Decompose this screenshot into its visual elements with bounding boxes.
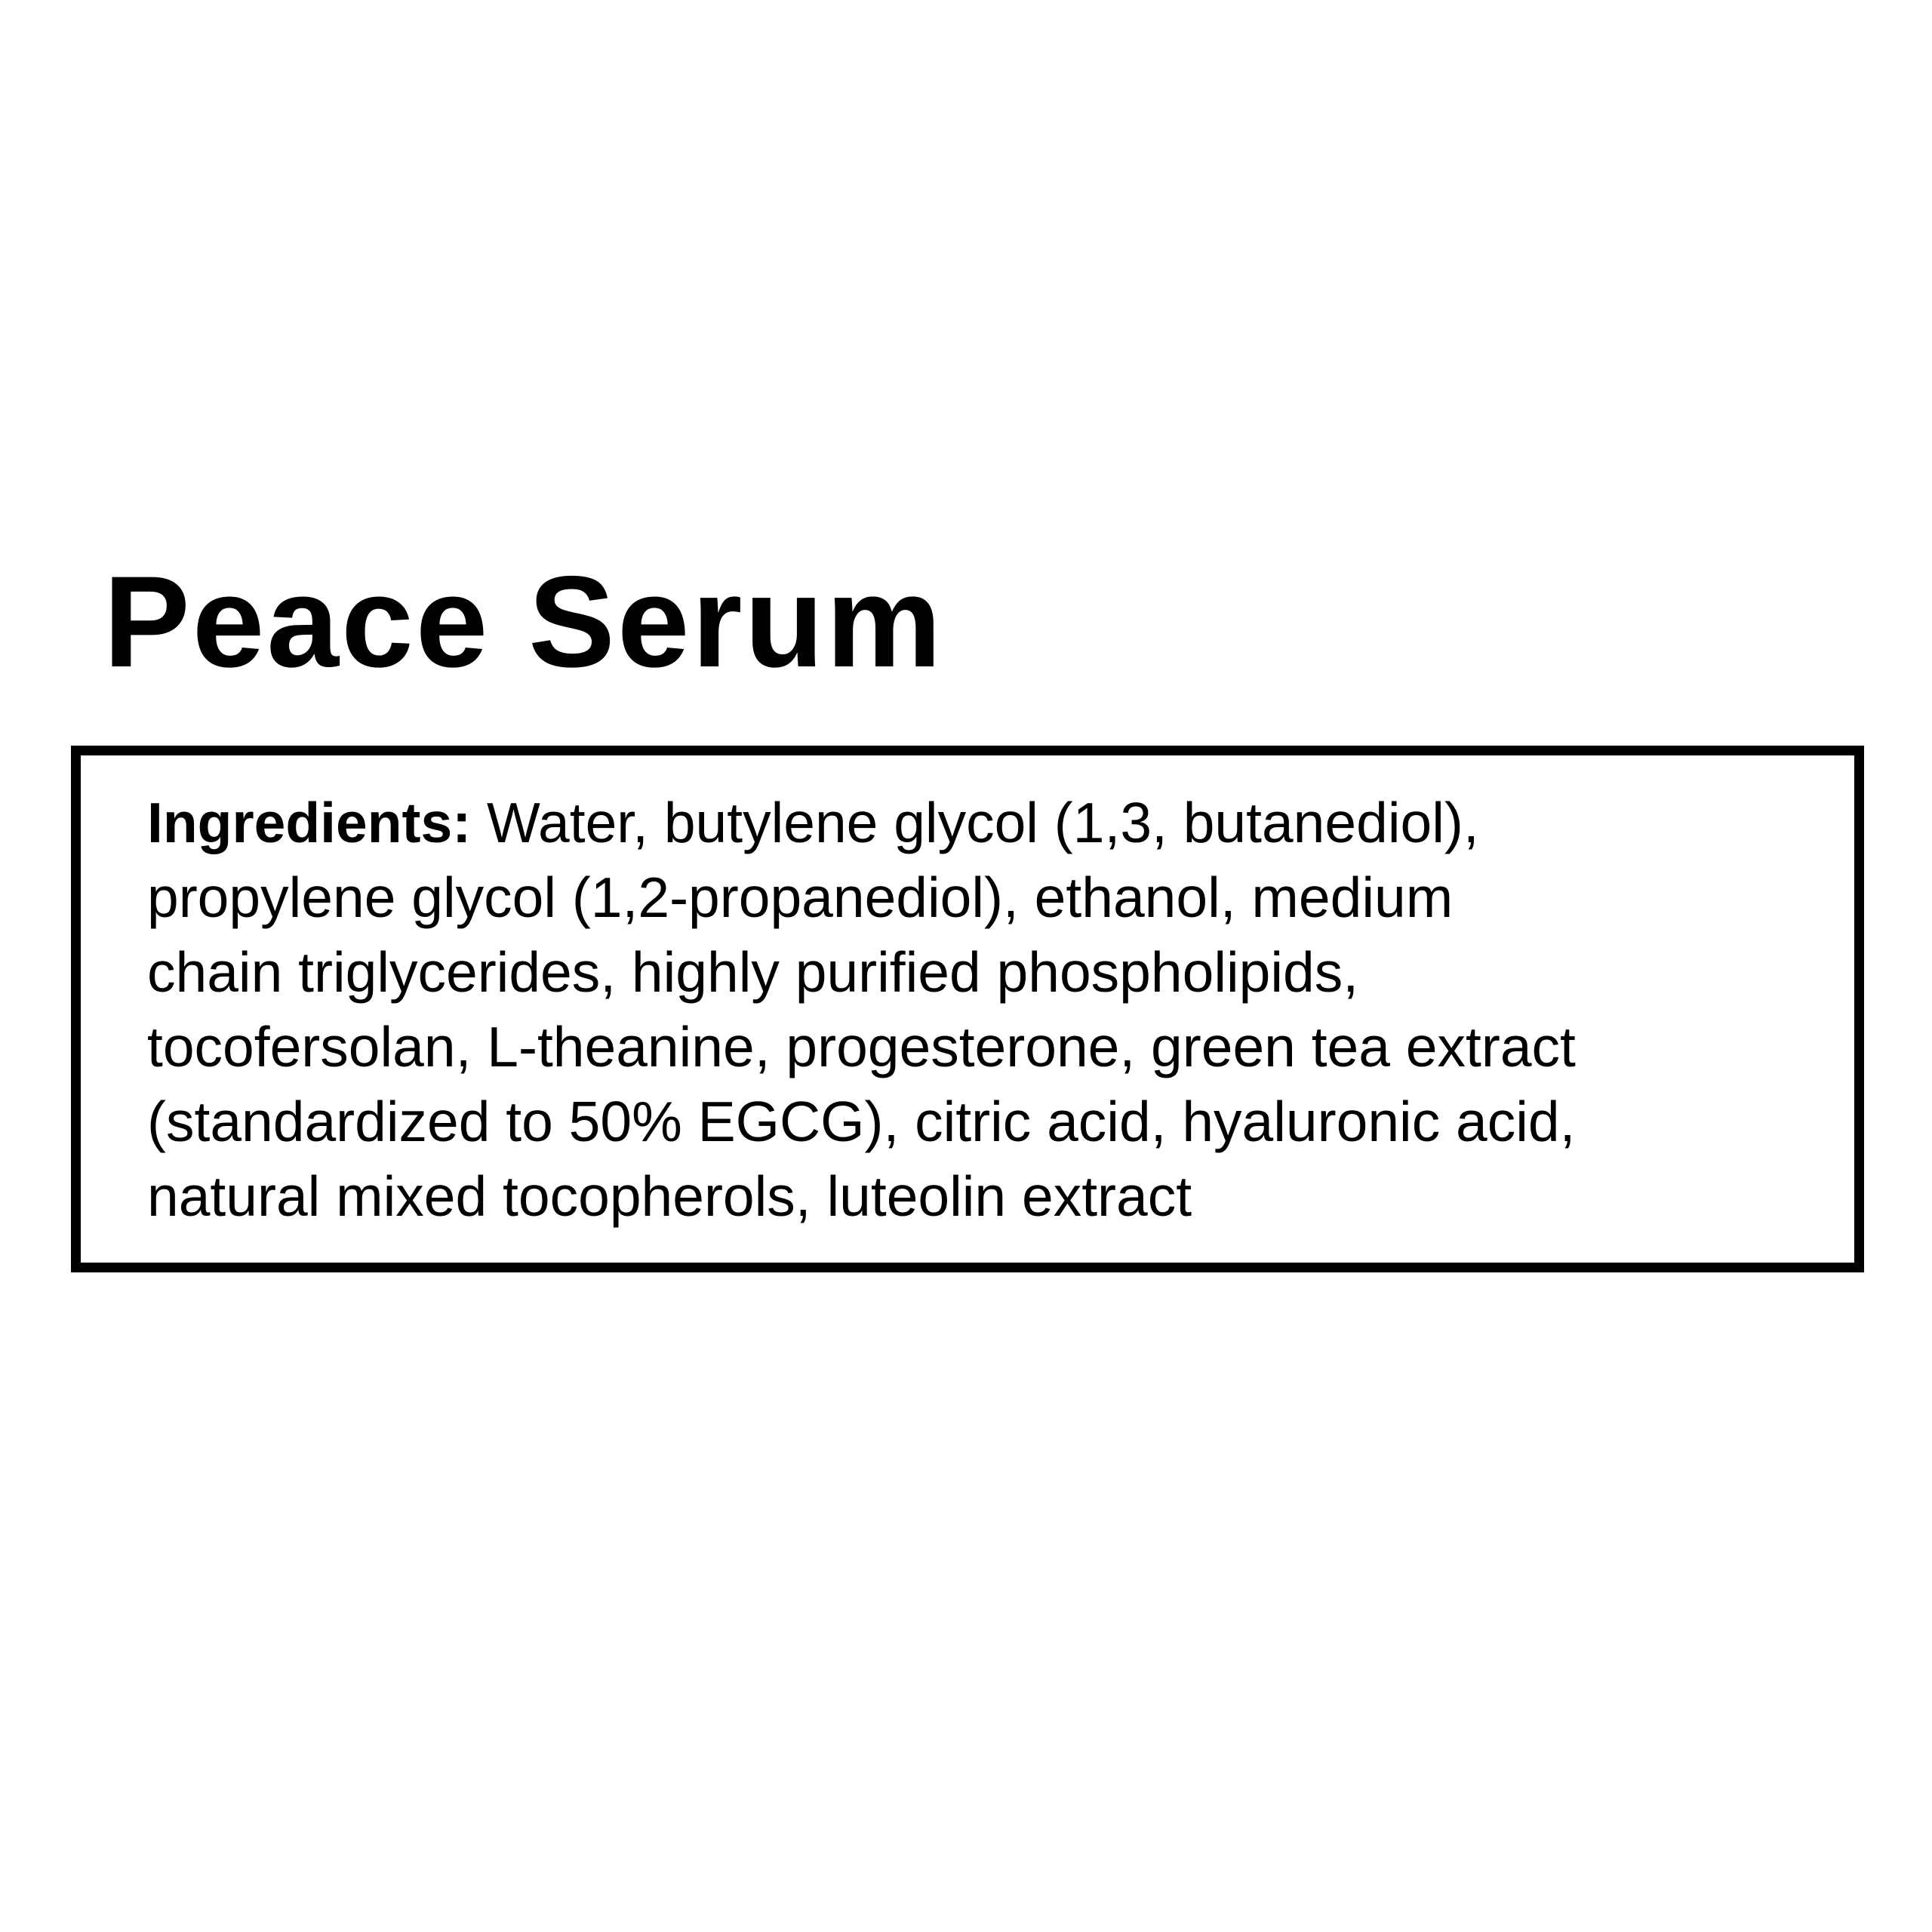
ingredients-line-4: tocofersolan, L-theanine, progesterone, green tea extract	[147, 1015, 1576, 1078]
ingredients-line-6: natural mixed tocopherols, luteolin extract	[147, 1164, 1192, 1228]
ingredients-text	[147, 786, 1853, 1234]
ingredients-line-3: chain triglycerides, highly purified phospholipids,	[147, 940, 1359, 1004]
ingredients-line-2: propylene glycol (1,2-propanediol), ethanol, medium	[147, 866, 1454, 929]
ingredients-box	[71, 746, 1864, 1272]
product-title: Peace Serum	[103, 549, 944, 694]
ingredients-line-1	[147, 786, 1853, 860]
ingredients-label: Ingredients:	[147, 791, 472, 854]
ingredients-line-5: (standardized to 50% EGCG), citric acid, hyaluronic acid,	[147, 1090, 1576, 1153]
ingredients-line-1-text: Water, butylene glycol (1,3, butanediol),	[471, 791, 1479, 854]
